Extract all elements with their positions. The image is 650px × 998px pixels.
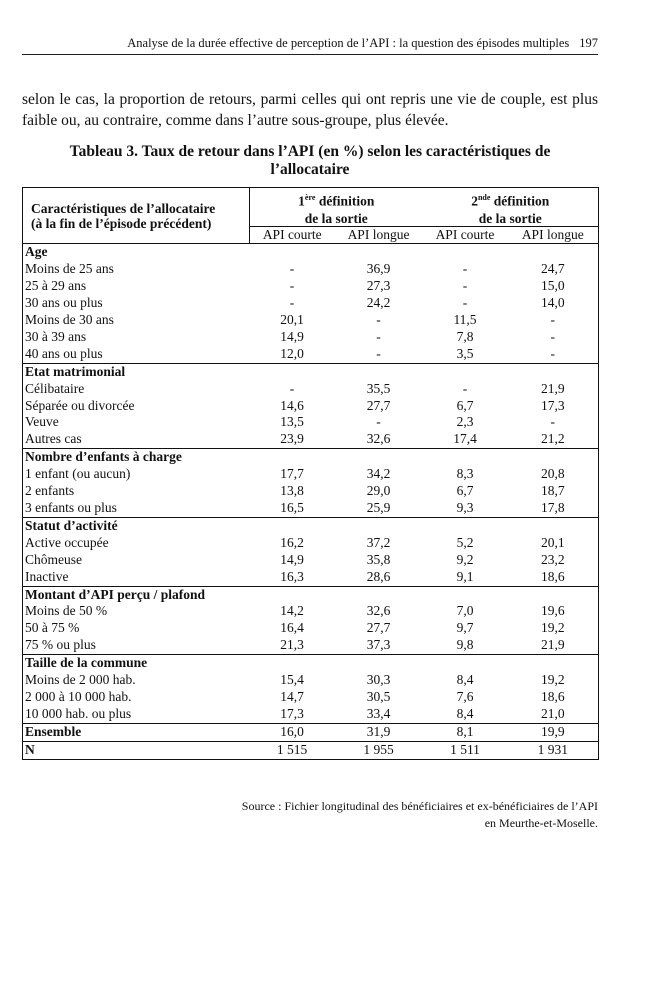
section-header-row (23, 655, 599, 672)
empty-cell (250, 449, 335, 466)
value-cell: - (462, 380, 468, 396)
value-cell: 19,6 (540, 603, 565, 619)
total-row (23, 723, 599, 741)
value-cell: 16,5 (250, 500, 335, 517)
empty-cell (250, 363, 335, 380)
table-title-line-2: l’allocataire (270, 161, 350, 178)
subheader-api-courte-2: API courte (423, 226, 508, 244)
table-row (23, 569, 599, 586)
value-cell: - (508, 346, 599, 363)
value-cell: 21,9 (540, 380, 565, 396)
empty-cell (335, 517, 423, 534)
value-cell: 14,2 (280, 603, 304, 619)
table-row (23, 414, 599, 431)
value-cell: 5,2 (456, 534, 474, 550)
value-cell: 20,8 (540, 466, 565, 482)
row-label: 30 à 39 ans (25, 328, 87, 344)
value-cell: 6,7 (456, 483, 474, 499)
empty-cell (250, 517, 335, 534)
value-cell: 9,7 (456, 620, 474, 636)
column-header-line-2: (à la fin de l’épisode précédent) (31, 215, 212, 231)
row-label: Séparée ou divorcée (25, 397, 135, 413)
row-label: 1 enfant (ou aucun) (25, 466, 131, 482)
def2-number: 2 (471, 193, 478, 209)
section-header-row (23, 363, 599, 380)
table-row (23, 398, 599, 415)
data-table-container (22, 187, 598, 760)
value-cell: 14,7 (280, 688, 304, 704)
row-label: 30 ans ou plus (25, 295, 103, 311)
table-row (23, 312, 599, 329)
definition-1-header (250, 188, 423, 209)
value-cell: 27,7 (366, 397, 391, 413)
row-label: 10 000 hab. ou plus (23, 706, 250, 723)
value-cell: 7,8 (456, 328, 474, 344)
row-label: 40 ans ou plus (23, 346, 250, 363)
value-cell: 32,6 (335, 431, 423, 448)
empty-cell (335, 363, 423, 380)
source-line-2: en Meurthe-et-Moselle. (484, 816, 598, 830)
value-cell: 33,4 (335, 706, 423, 723)
empty-cell (423, 449, 508, 466)
row-label: Moins de 2 000 hab. (25, 672, 136, 688)
row-label: Célibataire (25, 380, 85, 396)
table-row (23, 466, 599, 483)
row-label: 75 % ou plus (23, 637, 250, 654)
empty-cell (508, 363, 599, 380)
value-cell: 13,5 (280, 414, 304, 430)
value-cell: 17,3 (250, 706, 335, 723)
section-label: Etat matrimonial (23, 363, 250, 380)
table-row (23, 552, 599, 569)
row-label: Active occupée (25, 534, 109, 550)
section-label: Age (25, 244, 48, 260)
value-cell: - (289, 295, 295, 311)
value-cell: 7,0 (456, 603, 474, 619)
section-header-row (23, 244, 599, 261)
row-label: Ensemble (23, 723, 250, 741)
value-cell: 6,7 (456, 397, 474, 413)
def2-word: définition (490, 193, 550, 209)
value-cell: 8,3 (456, 466, 474, 482)
value-cell: 28,6 (335, 569, 423, 586)
empty-cell (508, 655, 599, 672)
empty-cell (423, 517, 508, 534)
section-header-row (23, 517, 599, 534)
empty-cell (508, 449, 599, 466)
value-cell: - (462, 261, 468, 277)
row-label: Moins de 25 ans (25, 261, 114, 277)
table-row (23, 603, 599, 620)
table-row (23, 620, 599, 637)
value-cell: 8,4 (423, 706, 508, 723)
table-row (23, 261, 599, 278)
value-cell: 2,3 (456, 414, 474, 430)
value-cell: - (550, 414, 555, 430)
value-cell: 36,9 (366, 261, 391, 277)
value-cell: 12,0 (250, 346, 335, 363)
value-cell: 14,6 (280, 397, 304, 413)
value-cell: 35,8 (366, 551, 391, 567)
value-cell: 14,0 (540, 295, 565, 311)
value-cell: 9,1 (423, 569, 508, 586)
value-cell: 16,3 (250, 569, 335, 586)
table-row (23, 672, 599, 689)
table-row (23, 483, 599, 500)
value-cell: 3,5 (423, 346, 508, 363)
value-cell: 29,0 (366, 483, 391, 499)
table-row (23, 278, 599, 295)
value-cell: - (289, 261, 295, 277)
column-header-characteristics (23, 188, 250, 244)
value-cell: 1 515 (250, 741, 335, 759)
empty-cell (335, 655, 423, 672)
value-cell: 30,5 (366, 688, 391, 704)
value-cell: 1 931 (508, 741, 599, 759)
value-cell: 24,2 (366, 295, 391, 311)
section-header-row (23, 586, 599, 603)
value-cell: - (376, 414, 381, 430)
subheader-api-courte-1: API courte (250, 226, 335, 244)
value-cell: - (289, 380, 295, 396)
empty-cell (335, 244, 423, 261)
value-cell: - (289, 278, 295, 294)
value-cell: 17,8 (508, 500, 599, 517)
definition-2-subtitle: de la sortie (478, 210, 542, 226)
value-cell: 1 955 (335, 741, 423, 759)
value-cell: 16,2 (280, 534, 304, 550)
table-row (23, 689, 599, 706)
empty-cell (335, 449, 423, 466)
value-cell: 17,3 (540, 397, 565, 413)
data-table (22, 187, 599, 760)
subheader-api-longue-2: API longue (508, 226, 599, 244)
n-row (23, 741, 599, 759)
empty-cell (250, 586, 335, 603)
value-cell: 18,6 (540, 688, 565, 704)
value-cell: - (335, 346, 423, 363)
table-row (23, 637, 599, 654)
value-cell: 7,6 (456, 688, 474, 704)
value-cell: 23,9 (250, 431, 335, 448)
value-cell: - (376, 328, 381, 344)
def1-word: définition (315, 193, 375, 209)
table-row (23, 500, 599, 517)
row-label: Inactive (23, 569, 250, 586)
empty-cell (423, 655, 508, 672)
value-cell: 17,4 (423, 431, 508, 448)
column-header-line-1: Caractéristiques de l’allocataire (31, 200, 216, 216)
value-cell: 8,4 (456, 672, 474, 688)
running-header (22, 36, 598, 55)
table-row (23, 431, 599, 448)
value-cell: 14,9 (280, 551, 304, 567)
value-cell: 9,2 (456, 551, 474, 567)
value-cell: 20,1 (540, 534, 565, 550)
table-body (23, 244, 599, 759)
value-cell: 14,9 (280, 328, 304, 344)
source-line-1: Source : Fichier longitudinal des bénéficiaires et ex-bénéficiaires de l’API (241, 799, 598, 813)
table-row (23, 346, 599, 363)
def2-superscript: nde (477, 193, 491, 202)
value-cell: - (376, 312, 381, 328)
row-label: 50 à 75 % (25, 620, 80, 636)
value-cell: 19,2 (540, 620, 565, 636)
value-cell: 9,3 (423, 500, 508, 517)
table-title (22, 143, 598, 179)
row-label: 2 000 à 10 000 hab. (25, 688, 132, 704)
value-cell: 24,7 (540, 261, 565, 277)
value-cell: 21,9 (508, 637, 599, 654)
value-cell: 27,7 (366, 620, 391, 636)
value-cell: - (550, 312, 555, 328)
page-number: 197 (579, 36, 598, 50)
running-title: Analyse de la durée effective de perception de l’API : la question des épisodes multiples (127, 36, 570, 50)
value-cell: - (462, 295, 468, 311)
empty-cell (423, 363, 508, 380)
table-row (23, 329, 599, 346)
row-label: Veuve (25, 414, 59, 430)
row-label: 25 à 29 ans (25, 278, 87, 294)
value-cell: 8,1 (423, 723, 508, 741)
value-cell: - (550, 328, 555, 344)
value-cell: 35,5 (366, 380, 391, 396)
def1-number: 1 (298, 193, 305, 209)
value-cell: 20,1 (280, 312, 304, 328)
value-cell: 31,9 (335, 723, 423, 741)
value-cell: 1 511 (423, 741, 508, 759)
row-label: 2 enfants (25, 483, 75, 499)
value-cell: 23,2 (540, 551, 565, 567)
section-label: Taille de la commune (23, 655, 250, 672)
row-label: Chômeuse (25, 551, 82, 567)
value-cell: 34,2 (366, 466, 391, 482)
table-row (23, 295, 599, 312)
section-label: Montant d’API perçu / plafond (23, 586, 250, 603)
value-cell: 32,6 (366, 603, 391, 619)
value-cell: 37,3 (335, 637, 423, 654)
value-cell: 21,3 (250, 637, 335, 654)
value-cell: 9,8 (423, 637, 508, 654)
value-cell: - (462, 278, 468, 294)
intro-paragraph: selon le cas, la proportion de retours, parmi celles qui ont repris une vie de couple, est plus faible ou, au contraire, comme dans l’autre sous-groupe, plus élevée. (22, 91, 598, 129)
section-header-row (23, 449, 599, 466)
source-note (22, 798, 598, 832)
value-cell: 27,3 (366, 278, 391, 294)
table-title-line-1: Tableau 3. Taux de retour dans l’API (en %) selon les caractéristiques de (69, 143, 551, 160)
def1-superscript: ère (304, 193, 316, 202)
definition-1-subtitle: de la sortie (304, 210, 368, 226)
value-cell: 25,9 (335, 500, 423, 517)
section-label: Statut d’activité (23, 517, 250, 534)
value-cell: 15,4 (280, 672, 304, 688)
value-cell: 16,0 (250, 723, 335, 741)
table-row (23, 706, 599, 723)
row-label: Moins de 30 ans (25, 312, 114, 328)
table-row (23, 381, 599, 398)
definition-2-header (423, 188, 599, 209)
value-cell: 18,7 (540, 483, 565, 499)
empty-cell (508, 517, 599, 534)
empty-cell (250, 244, 335, 261)
empty-cell (250, 655, 335, 672)
value-cell: 21,0 (508, 706, 599, 723)
value-cell: 16,4 (280, 620, 304, 636)
value-cell: 19,2 (540, 672, 565, 688)
empty-cell (508, 244, 599, 261)
table-row (23, 535, 599, 552)
value-cell: 15,0 (540, 278, 565, 294)
empty-cell (335, 586, 423, 603)
subheader-api-longue-1: API longue (335, 226, 423, 244)
value-cell: 37,2 (366, 534, 391, 550)
row-label: Moins de 50 % (25, 603, 108, 619)
value-cell: 30,3 (366, 672, 391, 688)
empty-cell (508, 586, 599, 603)
value-cell: 18,6 (508, 569, 599, 586)
row-label: 3 enfants ou plus (23, 500, 250, 517)
empty-cell (423, 244, 508, 261)
value-cell: 19,9 (508, 723, 599, 741)
value-cell: 13,8 (280, 483, 304, 499)
value-cell: 11,5 (453, 312, 477, 328)
value-cell: 17,7 (280, 466, 304, 482)
empty-cell (423, 586, 508, 603)
value-cell: 21,2 (508, 431, 599, 448)
row-label: Autres cas (23, 431, 250, 448)
row-label: N (23, 741, 250, 759)
section-label: Nombre d’enfants à charge (23, 449, 250, 466)
